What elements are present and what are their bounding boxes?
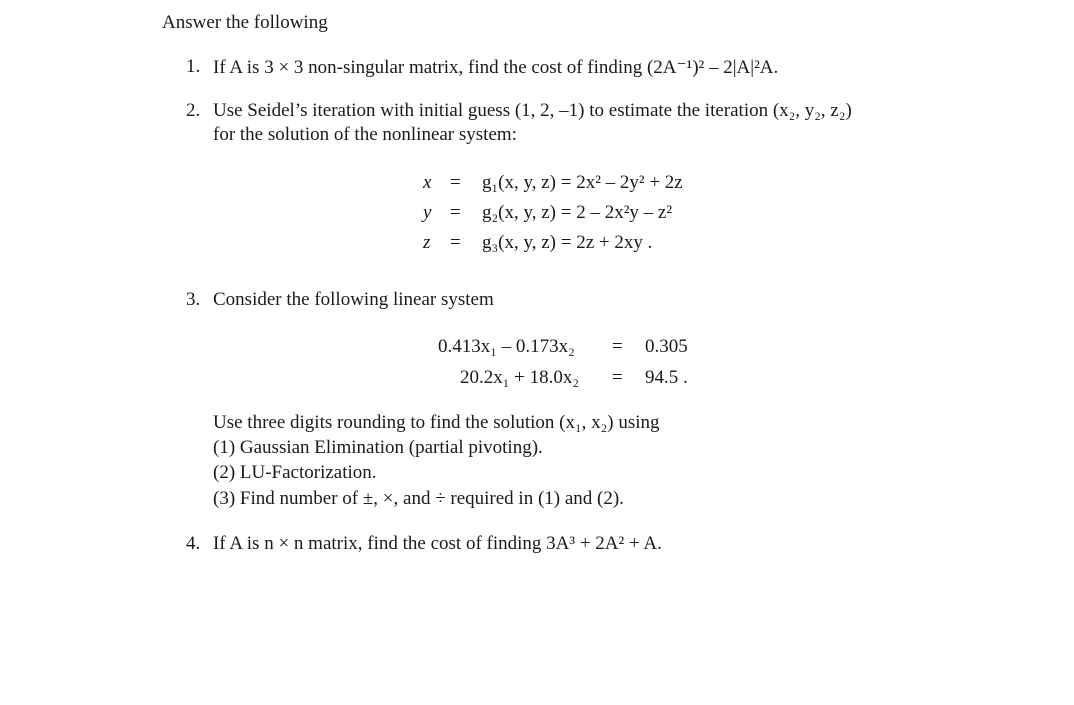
linear-eq-2-lhs: 20.2x₁ + 18.0x₂ — [460, 367, 579, 388]
equation-3-rhs: g₃(x, y, z) = 2z + 2xy . — [482, 232, 653, 253]
question-1-text: If A is 3 × 3 non-singular matrix, find the cost of finding (2A⁻¹)² – 2|A|²A. — [213, 57, 779, 78]
linear-eq-2-rel: = — [612, 367, 623, 388]
equation-2-rhs: g₂(x, y, z) = 2 – 2x²y – z² — [482, 202, 673, 223]
equation-1-rel: = — [450, 172, 461, 193]
question-3-use-text: Use three digits rounding to find the solution (x₁, x₂) using — [213, 412, 660, 433]
question-3-part-3: (3) Find number of ±, ×, and ÷ required in (1) and (2). — [213, 488, 624, 509]
question-3-number: 3. — [186, 289, 201, 310]
question-2-number: 2. — [186, 100, 201, 121]
question-2-line-1: Use Seidel’s iteration with initial guess (1, 2, –1) to estimate the iteration (x₂, y₂, z₂) — [213, 100, 852, 121]
equation-1-lhs: x — [423, 172, 432, 193]
equation-3-lhs: z — [423, 232, 431, 253]
question-3-text: Consider the following linear system — [213, 289, 494, 310]
question-3-part-2: (2) LU-Factorization. — [213, 462, 377, 483]
question-4-number: 4. — [186, 533, 201, 554]
linear-eq-2-rhs: 94.5 . — [645, 367, 688, 388]
question-4-text: If A is n × n matrix, find the cost of finding 3A³ + 2A² + A. — [213, 533, 662, 554]
linear-eq-1-lhs: 0.413x₁ – 0.173x₂ — [438, 336, 575, 357]
linear-eq-1-rhs: 0.305 — [645, 336, 688, 357]
linear-eq-1-rel: = — [612, 336, 623, 357]
question-2-line-2: for the solution of the nonlinear system: — [213, 124, 517, 145]
heading: Answer the following — [162, 12, 328, 33]
equation-1-rhs: g₁(x, y, z) = 2x² – 2y² + 2z — [482, 172, 683, 193]
equation-3-rel: = — [450, 232, 461, 253]
question-1-number: 1. — [186, 56, 201, 77]
equation-2-lhs: y — [423, 202, 432, 223]
question-3-part-1: (1) Gaussian Elimination (partial pivoting). — [213, 437, 543, 458]
equation-2-rel: = — [450, 202, 461, 223]
